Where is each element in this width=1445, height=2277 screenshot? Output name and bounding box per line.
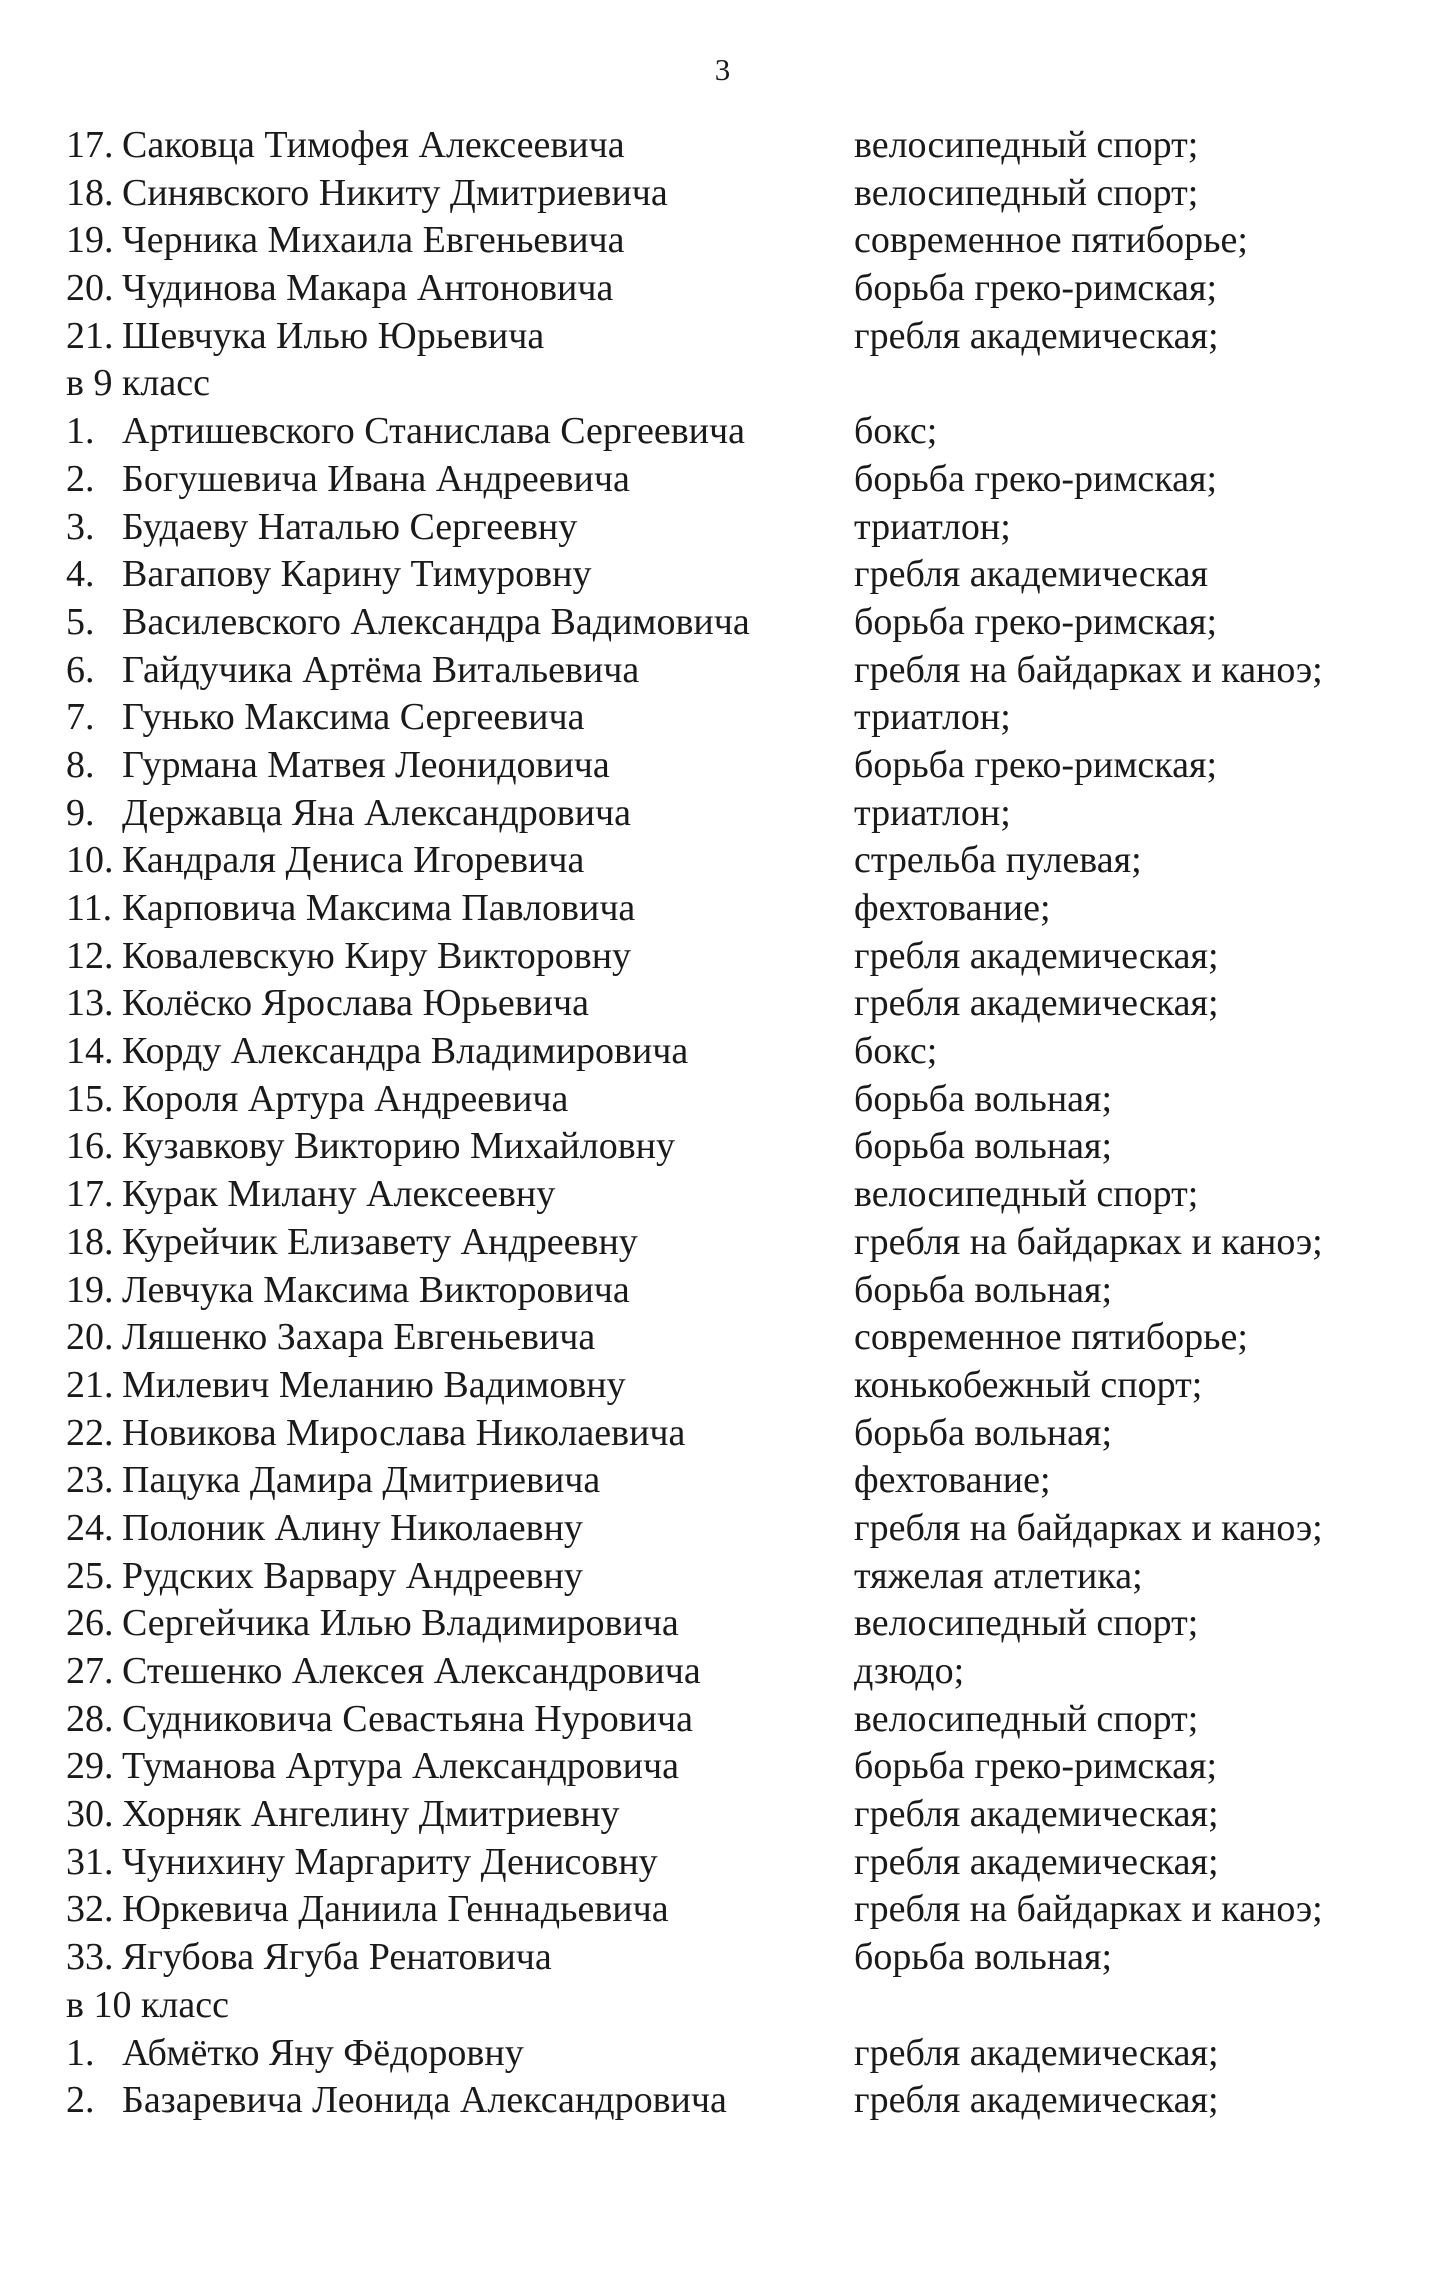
student-name: Абмётко Яну Фёдоровну	[122, 2031, 524, 2074]
class-heading-text: в 9 класс	[66, 362, 210, 405]
list-item	[66, 980, 1396, 1028]
sport-name: стрельба пулевая;	[854, 839, 1142, 882]
student-name: Саковца Тимофея Алексеевича	[122, 124, 625, 166]
sport-name: борьба вольная;	[854, 1125, 1113, 1168]
student-name: Короля Артура Андреевича	[122, 1077, 569, 1120]
sport-name: дзюдо;	[854, 1650, 965, 1692]
student-name: Левчука Максима Викторовича	[122, 1268, 630, 1311]
sport-name: гребля на байдарках и каноэ;	[854, 648, 1323, 691]
item-number: 32.	[66, 1888, 114, 1931]
student-name: Синявского Никиту Дмитриевича	[122, 171, 668, 214]
student-entry	[66, 1171, 555, 1219]
student-entry	[66, 1314, 595, 1362]
sport-name: борьба вольная;	[854, 1077, 1113, 1120]
sport-name: велосипедный спорт;	[854, 1173, 1199, 1216]
sport-name: гребля академическая;	[854, 2079, 1219, 2122]
item-number: 1.	[66, 410, 95, 453]
list-item	[66, 1553, 1396, 1601]
sport-name: современное пятиборье;	[854, 219, 1248, 262]
student-entry	[66, 1362, 626, 1410]
sport-name: гребля на байдарках и каноэ;	[854, 1220, 1323, 1263]
list-item	[66, 1267, 1396, 1315]
sport-name: велосипедный спорт;	[854, 1602, 1199, 1645]
item-number: 25.	[66, 1554, 114, 1597]
list-item	[66, 1076, 1396, 1124]
list-item	[66, 265, 1396, 313]
list-item	[66, 933, 1396, 981]
item-number: 28.	[66, 1697, 114, 1740]
list-item	[66, 122, 1396, 170]
list-item	[66, 1743, 1396, 1791]
list-item	[66, 1648, 1396, 1696]
list-item	[66, 1362, 1396, 1410]
student-entry	[66, 551, 591, 599]
student-entry	[66, 1886, 669, 1934]
sport-name: борьба греко-римская;	[854, 743, 1218, 786]
student-entry	[66, 599, 750, 647]
student-entry	[66, 170, 668, 218]
student-name: Карповича Максима Павловича	[122, 887, 636, 929]
student-entry	[66, 1123, 675, 1171]
item-number: 13.	[66, 982, 114, 1025]
student-name: Гайдучика Артёма Витальевича	[122, 648, 640, 691]
student-name: Стешенко Алексея Александровича	[122, 1650, 701, 1692]
student-name: Державца Яна Александровича	[122, 791, 631, 834]
sport-name: гребля на байдарках и каноэ;	[854, 1888, 1323, 1931]
student-entry	[66, 122, 625, 170]
student-name: Кузавкову Викторию Михайловну	[122, 1125, 676, 1168]
student-name: Хорняк Ангелину Дмитриевну	[122, 1793, 620, 1836]
student-name: Кандраля Дениса Игоревича	[122, 839, 585, 882]
sport-name: гребля академическая;	[854, 934, 1219, 977]
student-entry	[66, 1028, 688, 1076]
item-number: 18.	[66, 1220, 114, 1263]
student-name: Сергейчика Илью Владимировича	[122, 1602, 679, 1645]
item-number: 9.	[66, 791, 95, 834]
item-number: 26.	[66, 1602, 114, 1645]
list-item	[66, 2030, 1396, 2078]
sport-name: тяжелая атлетика;	[854, 1554, 1143, 1597]
item-number: 6.	[66, 648, 95, 691]
list-item	[66, 1457, 1396, 1505]
list-item	[66, 1028, 1396, 1076]
student-list	[66, 122, 1396, 2125]
sport-name: борьба греко-римская;	[854, 600, 1218, 643]
item-number: 24.	[66, 1506, 114, 1549]
class-heading-text: в 10 класс	[66, 1983, 229, 2026]
sport-name: борьба вольная;	[854, 1936, 1113, 1979]
sport-name: гребля академическая;	[854, 1793, 1219, 1836]
student-name: Новикова Мирослава Николаевича	[122, 1411, 686, 1454]
class-heading	[66, 360, 1396, 408]
sport-name: борьба вольная;	[854, 1411, 1113, 1454]
list-item	[66, 408, 1396, 456]
student-entry	[66, 313, 544, 361]
list-item	[66, 837, 1396, 885]
student-entry	[66, 1934, 552, 1982]
item-number: 17.	[66, 1173, 114, 1216]
item-number: 20.	[66, 1316, 114, 1359]
student-name: Курейчик Елизавету Андреевну	[122, 1220, 638, 1263]
list-item	[66, 456, 1396, 504]
list-item	[66, 1171, 1396, 1219]
sport-name: триатлон;	[854, 505, 1011, 548]
student-entry	[66, 1410, 685, 1458]
student-entry	[66, 1839, 658, 1887]
class-heading	[66, 1982, 1396, 2030]
list-item	[66, 2077, 1396, 2125]
sport-name: борьба греко-римская;	[854, 267, 1218, 310]
list-item	[66, 1886, 1396, 1934]
list-item	[66, 790, 1396, 838]
sport-name: бокс;	[854, 410, 938, 453]
student-name: Богушевича Ивана Андреевича	[122, 457, 630, 500]
item-number: 16.	[66, 1125, 114, 1168]
student-entry	[66, 1076, 568, 1124]
item-number: 23.	[66, 1459, 114, 1502]
student-name: Вагапову Карину Тимуровну	[122, 553, 592, 596]
sport-name: борьба греко-римская;	[854, 1745, 1218, 1788]
list-item	[66, 694, 1396, 742]
student-name: Судниковича Севастьяна Нуровича	[122, 1697, 693, 1740]
student-name: Будаеву Наталью Сергеевну	[122, 505, 578, 548]
student-entry	[66, 1553, 583, 1601]
student-name: Артишевского Станислава Сергеевича	[122, 410, 745, 453]
sport-name: велосипедный спорт;	[854, 171, 1199, 214]
student-name: Василевского Александра Вадимовича	[122, 600, 750, 643]
student-entry	[66, 1648, 701, 1696]
item-number: 7.	[66, 696, 95, 739]
student-entry	[66, 1600, 679, 1648]
item-number: 18.	[66, 171, 114, 214]
item-number: 15.	[66, 1077, 114, 1120]
item-number: 12.	[66, 934, 114, 977]
item-number: 17.	[66, 124, 114, 166]
item-number: 22.	[66, 1411, 114, 1454]
student-name: Ягубова Ягуба Ренатовича	[122, 1936, 552, 1979]
student-entry	[66, 504, 577, 552]
student-entry	[66, 2077, 727, 2125]
item-number: 2.	[66, 457, 95, 500]
student-entry	[66, 1457, 600, 1505]
list-item	[66, 313, 1396, 361]
item-number: 11.	[66, 887, 113, 929]
item-number: 1.	[66, 2031, 95, 2074]
list-item	[66, 742, 1396, 790]
student-name: Милевич Меланию Вадимовну	[122, 1363, 626, 1406]
item-number: 3.	[66, 505, 95, 548]
item-number: 20.	[66, 267, 114, 310]
student-name: Пацука Дамира Дмитриевича	[122, 1459, 601, 1502]
student-name: Чудинова Макара Антоновича	[122, 267, 614, 310]
item-number: 30.	[66, 1793, 114, 1836]
student-entry	[66, 408, 745, 456]
student-entry	[66, 1791, 620, 1839]
sport-name: фехтование;	[854, 887, 1051, 929]
sport-name: гребля академическая;	[854, 982, 1219, 1025]
student-entry	[66, 694, 585, 742]
sport-name: гребля академическая;	[854, 314, 1219, 357]
student-name: Рудских Варвару Андреевну	[122, 1554, 583, 1597]
item-number: 27.	[66, 1650, 114, 1692]
student-entry	[66, 837, 584, 885]
student-name: Гурмана Матвея Леонидовича	[122, 743, 610, 786]
student-entry	[66, 933, 631, 981]
item-number: 10.	[66, 839, 114, 882]
student-entry	[66, 265, 613, 313]
item-number: 31.	[66, 1840, 114, 1883]
list-item	[66, 170, 1396, 218]
student-entry	[66, 2030, 524, 2078]
sport-name: велосипедный спорт;	[854, 124, 1199, 166]
student-name: Полоник Алину Николаевну	[122, 1506, 583, 1549]
sport-name: бокс;	[854, 1030, 938, 1073]
list-item	[66, 885, 1396, 933]
list-item	[66, 217, 1396, 265]
student-entry	[66, 742, 610, 790]
student-entry	[66, 647, 639, 695]
item-number: 21.	[66, 1363, 114, 1406]
student-name: Базаревича Леонида Александровича	[122, 2079, 727, 2122]
item-number: 33.	[66, 1936, 114, 1979]
sport-name: гребля академическая	[854, 553, 1209, 596]
student-name: Колёско Ярослава Юрьевича	[122, 982, 589, 1025]
sport-name: гребля академическая;	[854, 2031, 1219, 2074]
sport-name: современное пятиборье;	[854, 1316, 1248, 1359]
student-entry	[66, 1267, 630, 1315]
sport-name: триатлон;	[854, 696, 1011, 739]
student-name: Курак Милану Алексеевну	[122, 1173, 556, 1216]
list-item	[66, 1123, 1396, 1171]
list-item	[66, 647, 1396, 695]
list-item	[66, 1314, 1396, 1362]
sport-name: гребля на байдарках и каноэ;	[854, 1506, 1323, 1549]
student-entry	[66, 1505, 583, 1553]
sport-name: борьба вольная;	[854, 1268, 1113, 1311]
item-number: 21.	[66, 314, 114, 357]
sport-name: борьба греко-римская;	[854, 457, 1218, 500]
list-item	[66, 1791, 1396, 1839]
list-item	[66, 1219, 1396, 1267]
sport-name: гребля академическая;	[854, 1840, 1219, 1883]
item-number: 14.	[66, 1030, 114, 1073]
list-item	[66, 599, 1396, 647]
list-item	[66, 1600, 1396, 1648]
student-entry	[66, 1219, 638, 1267]
sport-name: фехтование;	[854, 1459, 1051, 1502]
student-name: Ляшенко Захара Евгеньевича	[122, 1316, 596, 1359]
student-name: Туманова Артура Александровича	[122, 1745, 679, 1788]
list-item	[66, 1934, 1396, 1982]
student-entry	[66, 1696, 693, 1744]
list-item	[66, 1505, 1396, 1553]
student-entry	[66, 980, 589, 1028]
sport-name: конькобежный спорт;	[854, 1363, 1203, 1406]
list-item	[66, 504, 1396, 552]
student-entry	[66, 885, 635, 933]
list-item	[66, 551, 1396, 599]
student-name: Юркевича Даниила Геннадьевича	[122, 1888, 669, 1931]
item-number: 4.	[66, 553, 95, 596]
sport-name: велосипедный спорт;	[854, 1697, 1199, 1740]
student-entry	[66, 456, 630, 504]
item-number: 19.	[66, 219, 114, 262]
item-number: 29.	[66, 1745, 114, 1788]
item-number: 19.	[66, 1268, 114, 1311]
student-entry	[66, 217, 625, 265]
student-name: Ковалевскую Киру Викторовну	[122, 934, 632, 977]
list-item	[66, 1410, 1396, 1458]
list-item	[66, 1839, 1396, 1887]
student-name: Чунихину Маргариту Денисовну	[122, 1840, 658, 1883]
item-number: 8.	[66, 743, 95, 786]
item-number: 2.	[66, 2079, 95, 2122]
item-number: 5.	[66, 600, 95, 643]
student-entry	[66, 790, 631, 838]
page-number: 3	[714, 52, 731, 87]
list-item	[66, 1696, 1396, 1744]
student-entry	[66, 1743, 679, 1791]
student-name: Шевчука Илью Юрьевича	[122, 314, 545, 357]
student-name: Гунько Максима Сергеевича	[122, 696, 585, 739]
student-name: Корду Александра Владимировича	[122, 1030, 689, 1073]
student-name: Черника Михаила Евгеньевича	[122, 219, 625, 262]
sport-name: триатлон;	[854, 791, 1011, 834]
